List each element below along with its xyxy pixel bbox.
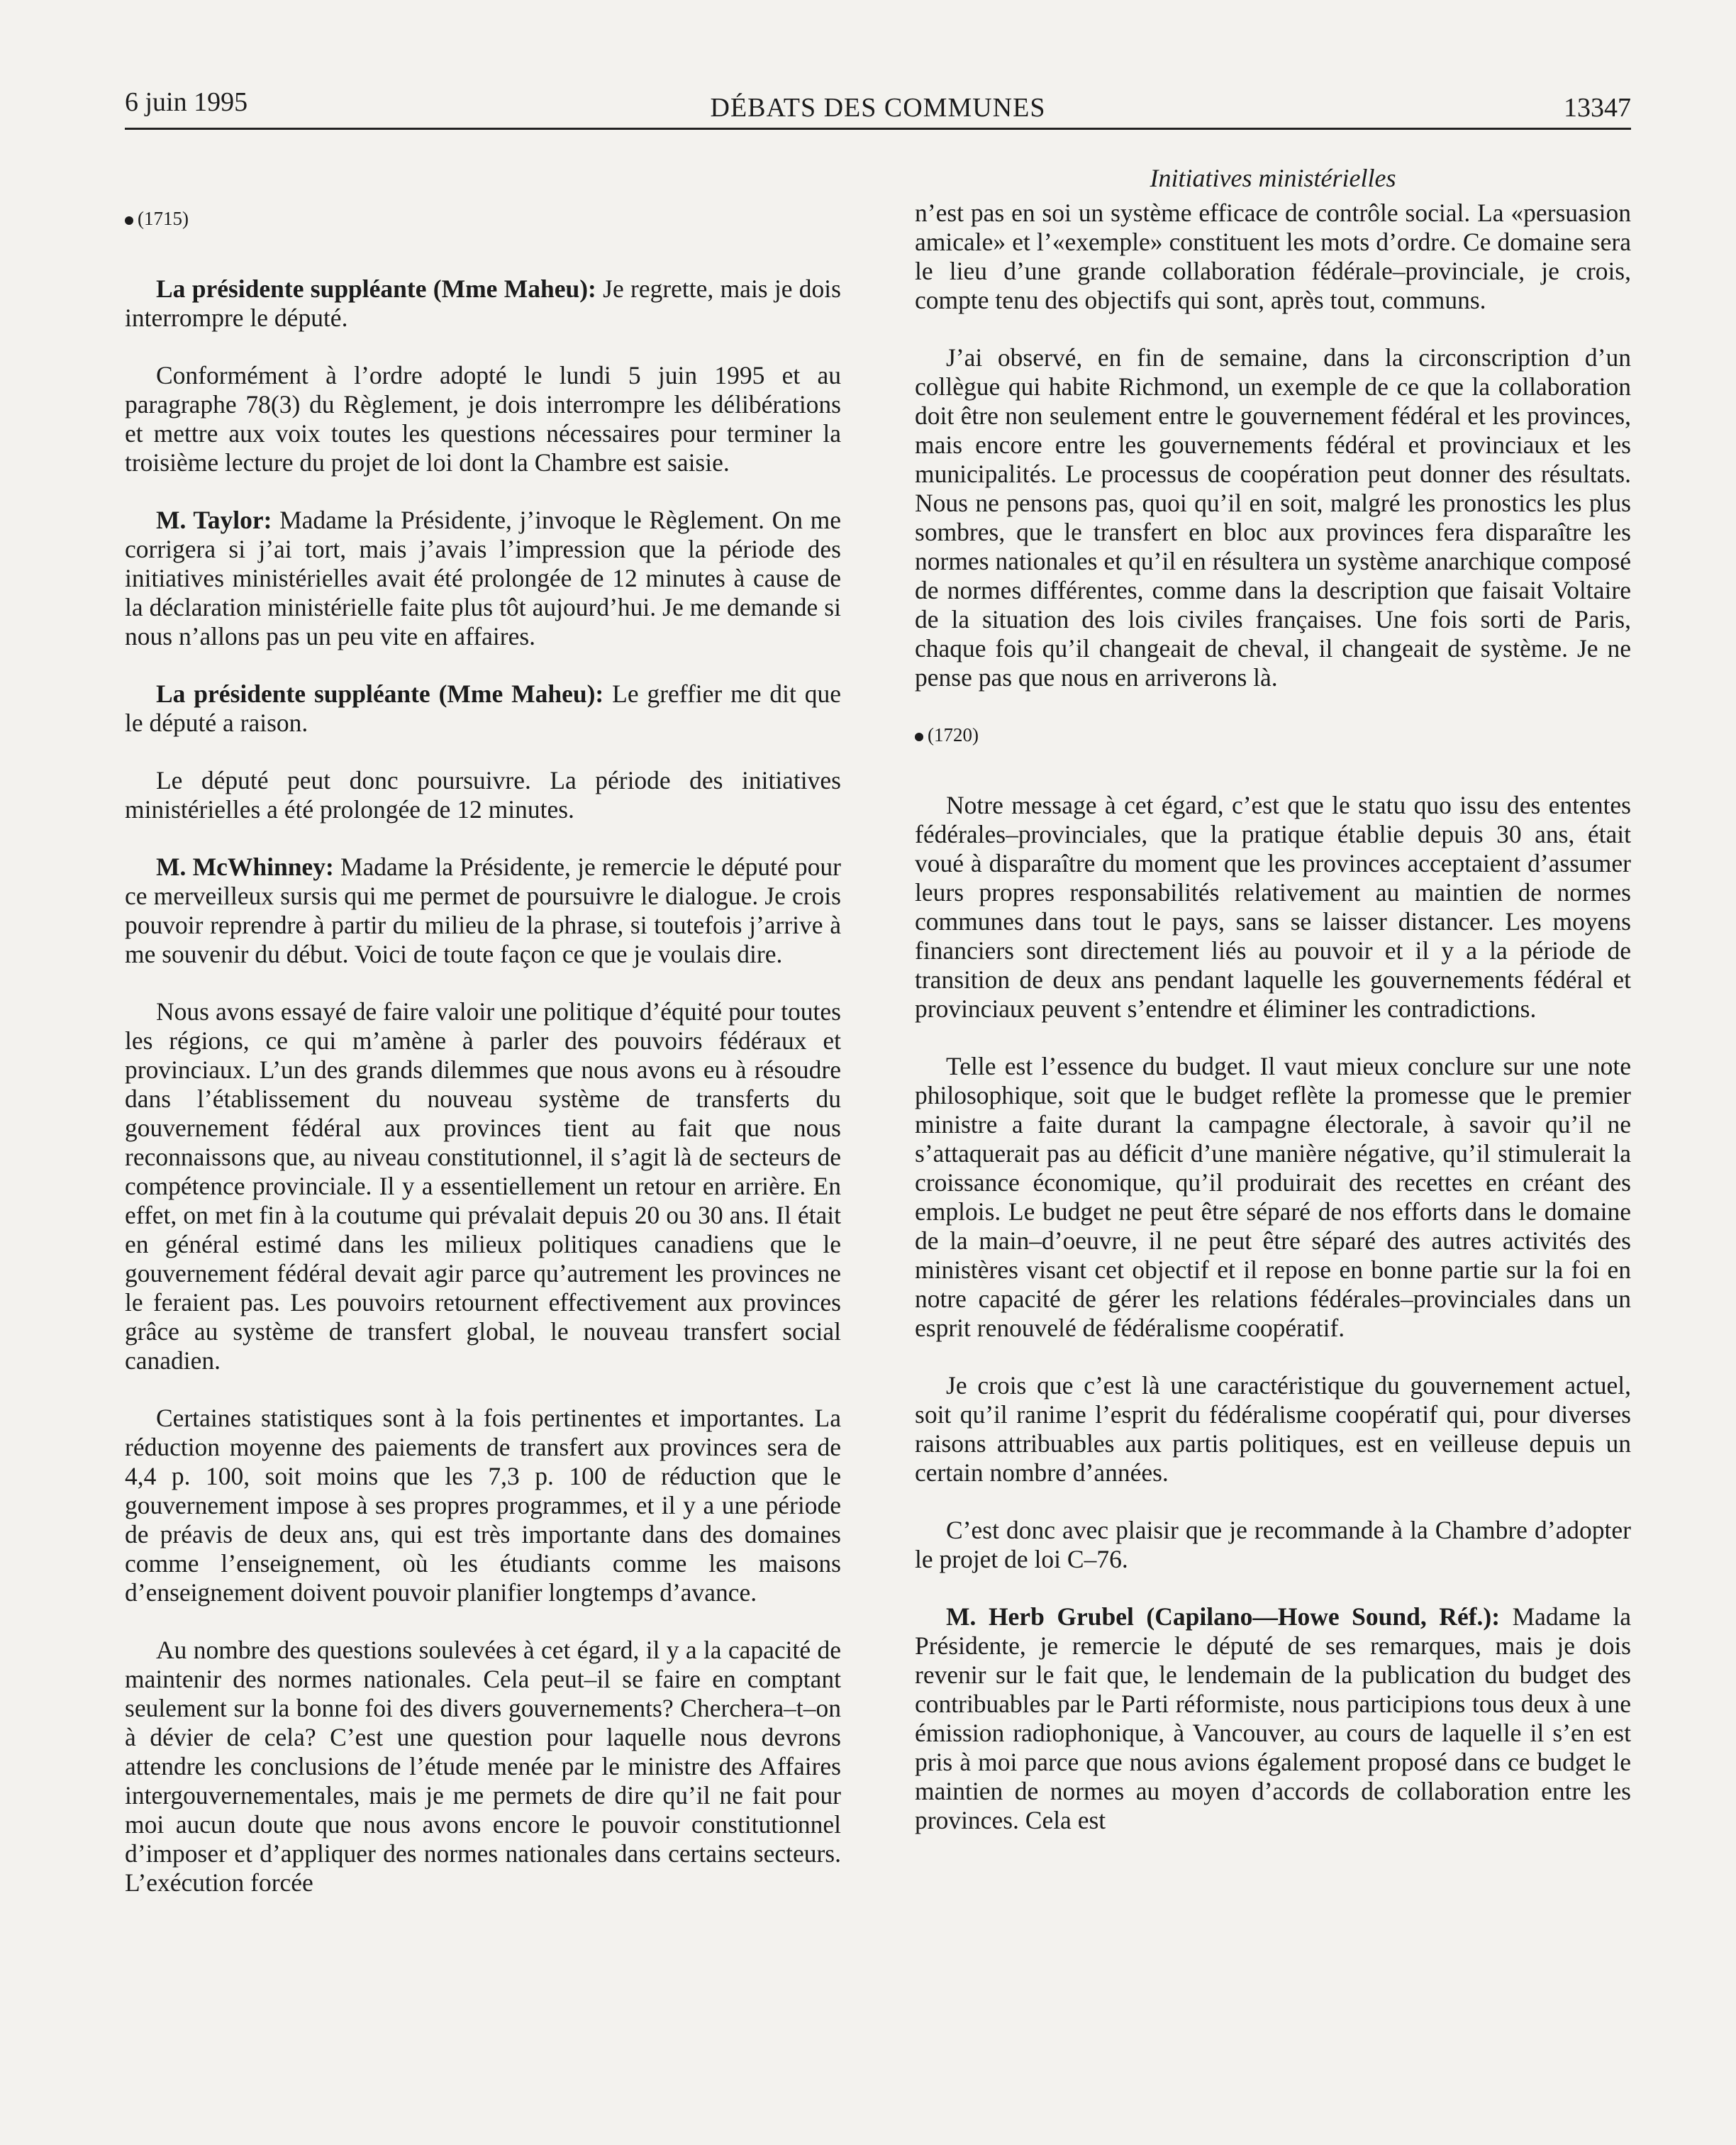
speaker-name: La présidente suppléante (Mme Maheu): [156,680,604,708]
speaker-name: M. Herb Grubel (Capilano—Howe Sound, Réf.): [946,1602,1501,1631]
paragraph-text: Notre message à cet égard, c’est que le statu quo issu des ententes fédérales–provinciales, que la pratique établie depuis 30 ans, était voué à disparaître du moment que les provinces acceptaient d’assumer leurs propres responsabilités relativement au maintien de normes communes dans tout le pays, sans se laisser distancer. Les moyens financiers sont directement liés au pouvoir et il y a la période de transition de deux ans pendant laquelle les gouvernements fédéral et provinciaux peuvent s’entendre et éliminer les contradictions. [915,791,1631,1023]
paragraph [125,1636,841,1897]
paragraph [125,680,841,738]
paragraph-text: Conformément à l’ordre adopté le lundi 5 juin 1995 et au paragraphe 78(3) du Règlement, je dois interrompre les délibérations et mettre aux voix toutes les questions nécessaires pour terminer la troisième lecture du projet de loi dont la Chambre est saisie. [125,361,841,477]
paragraph-text: J’ai observé, en fin de semaine, dans la circonscription d’un collègue qui habite Richmond, un exemple de ce que la collaboration doit être non seulement entre le gouvernement fédéral et les provinces, mais encore entre les gouvernements fédéral et provinciaux et les municipalités. Le processus de coopération peut donner des résultats. Nous ne pensons pas, quoi qu’il en soit, malgré les pronostics les plus sombres, que le transfert en bloc aux provinces fera disparaître les normes nationales et qu’il en résultera un système anarchique composé de normes différentes, comme dans la description que faisait Voltaire de la situation des lois civiles françaises. Une fois sorti de Paris, chaque fois qu’il changeait de cheval, il changeait de système. Je ne pense pas que nous en arriverons là. [915,343,1631,692]
speaker-name: La présidente suppléante (Mme Maheu): [156,275,596,303]
paragraph-text: Madame la Présidente, j’invoque le Règlement. On me corrigera si j’ai tort, mais j’avais l’impression que la période des initiatives ministérielles avait été prolongée de 12 minutes à cause de la déclaration ministérielle faite plus tôt aujourd’hui. Je me demande si nous n’allons pas un peu vite en affaires. [125,506,841,650]
paragraph [125,506,841,651]
paragraph-text: C’est donc avec plaisir que je recommande à la Chambre d’adopter le projet de loi C–76. [915,1516,1631,1573]
paragraph [915,1602,1631,1835]
paragraph-text: Le greffier me dit que le député a raison. [125,680,841,737]
paragraph-text: Au nombre des questions soulevées à cet égard, il y a la capacité de maintenir des normes nationales. Cela peut–il se faire en comptant seulement sur la bonne foi des divers gouvernements? Cherchera–t–on à dévier de cela? C’est une question pour laquelle nous devrons attendre les conclusions de l’étude menée par le ministre des Affaires intergouvernementales, mais je me permets de dire qu’il ne fait pour moi aucun doute que nous avons encore le pouvoir constitutionnel d’imposer et d’appliquer des normes nationales dans certains secteurs. L’exécution forcée [125,1636,841,1897]
paragraph [125,361,841,477]
paragraph-text: Certaines statistiques sont à la fois pertinentes et importantes. La réduction moyenne des paiements de transfert aux provinces sera de 4,4 p. 100, soit moins que les 7,3 p. 100 de réduction que le gouvernement impose à ses propres programmes, et il y a une période de préavis de deux ans, qui est très importante dans des domaines comme l’enseignement, où les étudiants comme les maisons d’enseignement doivent pouvoir planifier longtemps d’avance. [125,1404,841,1607]
paragraph [125,275,841,333]
paragraph [125,997,841,1375]
paragraph [915,1371,1631,1487]
paragraph-text: n’est pas en soi un système efficace de contrôle social. La «persuasion amicale» et l’«exemple» constituent les mots d’ordre. Ce domaine sera le lieu d’une grande collaboration fédérale–provinciale, je crois, compte tenu des objectifs qui sont, après tout, communs. [915,199,1631,314]
left-column [125,199,841,1926]
paragraph-text: Je crois que c’est là une caractéristique du gouvernement actuel, soit qu’il ranime l’esprit du fédéralisme coopératif qui, pour diverses raisons attribuables aux partis politiques, est en veilleuse depuis un certain nombre d’années. [915,1371,1631,1487]
paragraph-text: Madame la Présidente, je remercie le député pour ce merveilleux sursis qui me permet de poursuivre le dialogue. Je crois pouvoir reprendre à partir du milieu de la phrase, si toutefois j’arrive à me souvenir du début. Voici de toute façon ce que je voulais dire. [125,853,841,968]
bullet-icon [915,733,923,741]
paragraph-text: Telle est l’essence du budget. Il vaut mieux conclure sur une note philosophique, soit que le budget reflète la promesse que le premier ministre a faite durant la campagne électorale, à savoir qu’il ne s’attaquerait pas au déficit d’une manière négative, qu’il stimulerait la croissance économique, qu’il produirait des recettes en créant des emplois. Le budget ne peut être séparé de nos efforts dans le domaine de la main–d’oeuvre, il ne peut être séparé des autres activités des ministères visant cet objectif et il repose en bonne partie sur la foi en notre capacité de gérer les relations fédérales–provinciales dans un esprit renouvelé de fédéralisme coopératif. [915,1052,1631,1342]
paragraph [125,766,841,824]
paragraph [915,1516,1631,1574]
speaker-name: M. Taylor: [156,506,272,534]
speaker-name: M. McWhinney: [156,853,334,881]
paragraph [125,853,841,969]
paragraph-text: Madame la Présidente, je remercie le député de ses remarques, mais je dois revenir sur le fait que, le lendemain de la publication du budget des contribuables par le Parti réformiste, nous participions tous deux à une émission radiophonique, à Vancouver, au cours de laquelle il s’en est pris à moi parce que nous avions également proposé dans ce budget le maintien de normes au moyen d’accords de collaboration entre les provinces. Cela est [915,1602,1631,1834]
paragraph [125,1404,841,1607]
time-marker: (1720) [915,721,1631,750]
page-header [125,77,1631,130]
bullet-icon [125,216,133,225]
right-column [915,199,1631,1863]
section-title: Initiatives ministérielles [1150,164,1396,192]
paragraph [915,199,1631,315]
header-date: 6 juin 1995 [125,87,248,117]
paragraph [915,1052,1631,1343]
paragraph [915,343,1631,692]
paragraph [915,791,1631,1024]
paragraph-text: Je regrette, mais je dois interrompre le député. [125,275,841,332]
paragraph-text: Nous avons essayé de faire valoir une politique d’équité pour toutes les régions, ce qui m’amène à parler des pouvoirs fédéraux et provinciaux. L’un des grands dilemmes que nous avons eu à résoudre dans l’établissement du nouveau système de transferts du gouvernement fédéral aux provinces tient au fait que nous reconnaissons que, au niveau constitutionnel, il s’agit là de secteurs de compétence provinciale. Il y a essentiellement un retour en arrière. En effet, on met fin à la coutume qui prévalait depuis 20 ou 30 ans. Il était en général estimé dans les milieux politiques canadiens que le gouvernement fédéral devait agir parce qu’autrement les provinces ne le feraient pas. Les pouvoirs retournent effectivement aux provinces grâce au système de transfert global, le nouveau transfert social canadien. [125,997,841,1375]
header-title: DÉBATS DES COMMUNES [710,93,1046,123]
paragraph-text: Le député peut donc poursuivre. La période des initiatives ministérielles a été prolongée de 12 minutes. [125,766,841,824]
time-marker: (1715) [125,204,841,233]
header-page-number: 13347 [1564,93,1631,123]
